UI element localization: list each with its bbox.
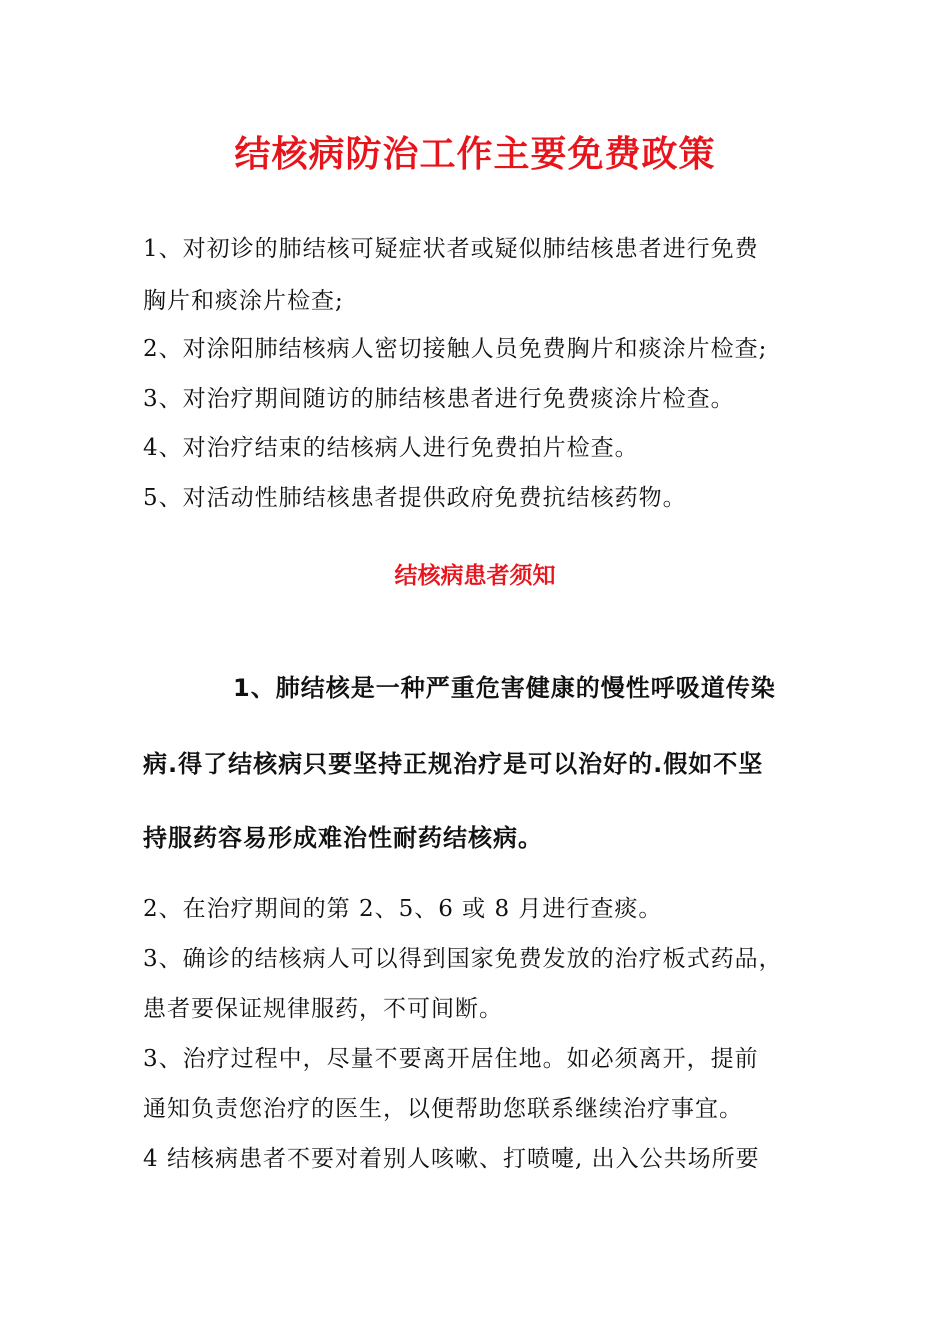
notice-line-5: 通知负责您治疗的医生，以便帮助您联系继续治疗事宜。 xyxy=(143,1096,743,1122)
policy-line-4: 3、对治疗期间随访的肺结核患者进行免费痰涂片检查。 xyxy=(143,386,735,412)
document-title: 结核病防治工作主要免费政策 xyxy=(234,134,716,175)
notice-bold-line-1: 1、肺结核是一种严重危害健康的慢性呼吸道传染 xyxy=(233,674,776,702)
notice-bold-line-3: 持服药容易形成难治性耐药结核病。 xyxy=(143,824,543,852)
notice-line-4: 3、治疗过程中，尽量不要离开居住地。如必须离开，提前 xyxy=(143,1046,759,1072)
notice-line-1: 2、在治疗期间的第 2、5、6 或 8 月进行查痰。 xyxy=(143,896,663,922)
policy-line-1: 1、对初诊的肺结核可疑症状者或疑似肺结核患者进行免费 xyxy=(143,236,759,262)
section-title: 结核病患者须知 xyxy=(394,563,556,589)
policy-line-3: 2、对涂阳肺结核病人密切接触人员免费胸片和痰涂片检查; xyxy=(143,336,768,362)
notice-bold-line-2: 病.得了结核病只要坚持正规治疗是可以治好的.假如不坚 xyxy=(143,750,764,778)
notice-line-2: 3、确诊的结核病人可以得到国家免费发放的治疗板式药品， xyxy=(143,946,783,972)
notice-line-3: 患者要保证规律服药，不可间断。 xyxy=(143,996,503,1022)
policy-line-6: 5、对活动性肺结核患者提供政府免费抗结核药物。 xyxy=(143,485,687,511)
policy-line-2: 胸片和痰涂片检查; xyxy=(143,288,344,314)
policy-line-5: 4、对治疗结束的结核病人进行免费拍片检查。 xyxy=(143,435,639,461)
notice-line-6: 4 结核病患者不要对着别人咳嗽、打喷嚏, 出入公共场所要 xyxy=(143,1146,760,1172)
